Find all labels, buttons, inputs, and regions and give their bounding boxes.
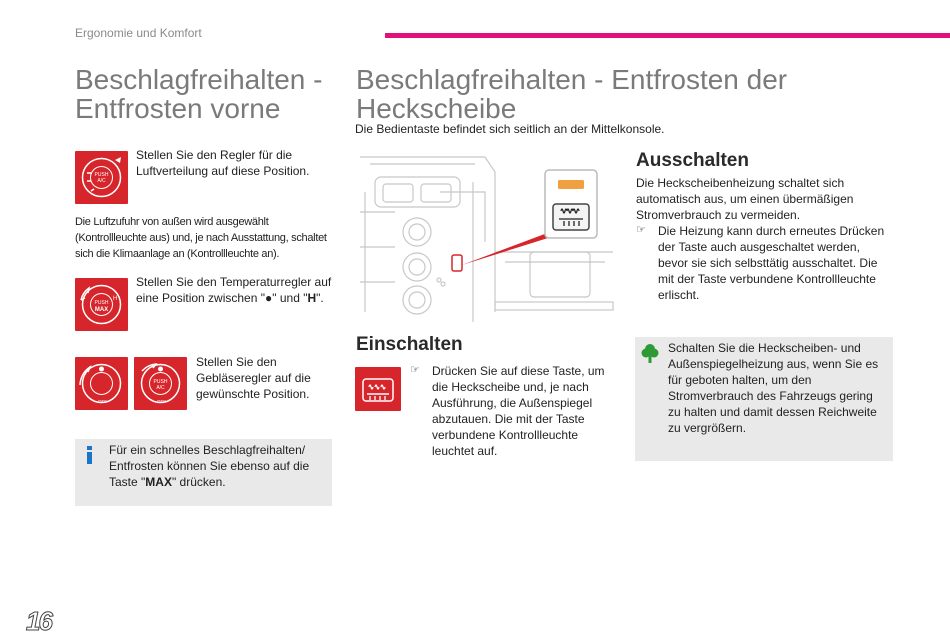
einschalten-item <box>410 363 615 459</box>
tree-icon <box>641 343 659 363</box>
ausschalten-heading: Ausschalten <box>636 150 749 171</box>
dial-ac-label: A/C <box>97 178 106 184</box>
header-accent-bar <box>385 33 950 38</box>
ausschalten-item <box>636 223 891 303</box>
pointing-hand-icon: ☞ <box>410 364 420 376</box>
front-title: Beschlagfreihalten - Entfrosten vorne <box>75 64 323 124</box>
front-step2-text: Stellen Sie den Temperaturregler auf eine Position zwischen "●" und "H". <box>136 275 332 305</box>
info-box <box>75 439 332 506</box>
console-illustration <box>355 152 615 325</box>
rear-subtitle: Die Bedientaste befindet sich seitlich an der Mittelkonsole. <box>355 122 665 136</box>
dial-ac-label: A/C <box>156 385 165 391</box>
eco-tip-text: Schalten Sie die Heckscheiben- und Außenspiegelheizung aus, wenn Sie es für geboten halten, um den Stromverbrauch des Fahrzeugs gering zu halten und damit dessen Reichweite zu vergrößern. <box>668 341 879 435</box>
front-step1-text: Stellen Sie den Regler für die Luftverteilung auf diese Position. <box>136 148 310 178</box>
eco-tip-box <box>635 337 893 461</box>
einschalten-heading: Einschalten <box>356 334 463 355</box>
dial-max-label: MAX <box>94 307 109 313</box>
front-step3-text: Stellen Sie den Gebläseregler auf die gewünschte Position. <box>196 355 311 401</box>
rear-defrost-button-icon <box>355 367 401 411</box>
fan-dial-image-left <box>75 357 128 410</box>
dial-h-label: H <box>113 296 118 302</box>
info-text: Für ein schnelles Beschlagfreihalten/ Entfrosten können Sie ebenso auf die Taste "MAX" drücken. <box>109 443 310 489</box>
fan-dial-image-right <box>134 357 187 410</box>
air-distribution-dial-image <box>75 151 128 204</box>
dial-off-label: OFF <box>98 399 107 404</box>
einschalten-text: Drücken Sie auf diese Taste, um die Heckscheibe und, je nach Ausführung, die Außenspiegel abzutauen. Die mit der Taste verbundene Kontrollleuchte leuchtet auf. <box>432 364 605 458</box>
info-icon <box>85 446 95 464</box>
ausschalten-text: Die Heckscheibenheizung schaltet sich automatisch aus, um einen übermäßigen Stromverbrauch zu vermeiden. <box>636 176 854 222</box>
dial-push-label: PUSH <box>153 379 168 385</box>
ausschalten-bullet-text: Die Heizung kann durch erneutes Drücken der Taste auch ausgeschaltet werden, bevor sie sich selbsttätig ausschaltet. Die mit der Taste verbundene Kontrollleuchte erlischt. <box>658 224 885 302</box>
front-note-text: Die Luftzufuhr von außen wird ausgewählt (Kontrollleuchte aus) und, je nach Ausstattung, schaltet sich die Klimaanlage an (Kontrollleuchte an). <box>75 216 327 260</box>
dot-symbol: ● <box>265 291 273 305</box>
dial-push-label: PUSH <box>94 172 109 178</box>
temperature-dial-image <box>75 278 128 331</box>
dial-off-label: OFF <box>157 399 166 404</box>
dial-push-label: PUSH <box>94 300 109 306</box>
page-number: 16 <box>26 606 51 636</box>
rear-title: Beschlagfreihalten - Entfrosten der Heckscheibe <box>356 64 788 124</box>
pointing-hand-icon: ☞ <box>636 224 646 236</box>
section-label: Ergonomie und Komfort <box>75 26 202 40</box>
